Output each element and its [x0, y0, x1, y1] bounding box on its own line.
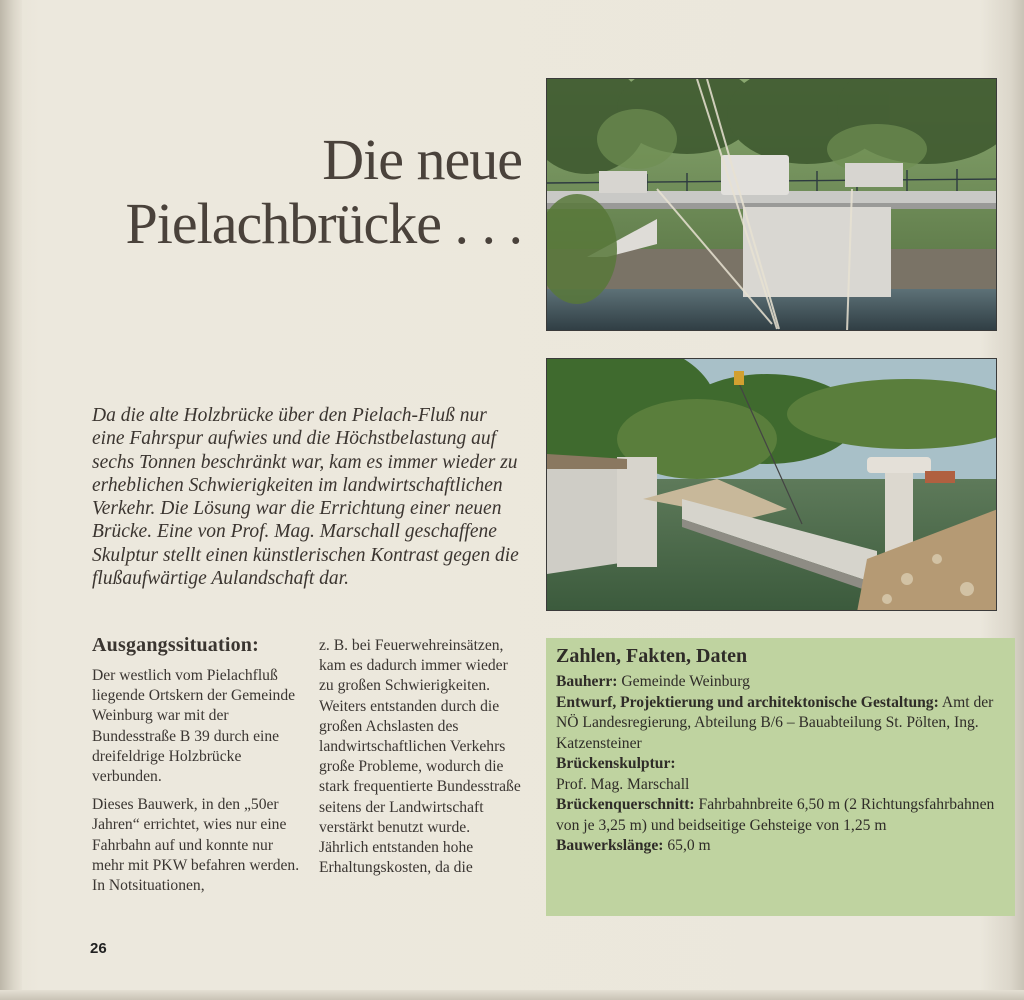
fact-label: Brückenskulptur: — [556, 755, 676, 772]
photo-new-bridge — [546, 78, 997, 331]
body-paragraph: Der westlich vom Pielachfluß liegende Ortskern der Gemeinde Weinburg war mit der Bundesstraße B 39 durch eine dreifeldrige Holzbrücke verbunden. — [92, 667, 296, 786]
bridge-photo-illustration — [547, 79, 997, 331]
title-line-1: Die neue — [322, 127, 522, 192]
fact-laenge — [556, 836, 1005, 857]
facts-box — [546, 638, 1015, 916]
facts-box-title: Zahlen, Fakten, Daten — [556, 645, 748, 667]
body-paragraph: Weiters entstanden durch die großen Achslasten des landwirtschaftlichen Verkehrs große Probleme, wodurch die stark frequentierte Bundesstraße seitens der Landwirtschaft verstärkt benutzt wurde. Jährlich entstanden hohe Erhaltungskosten, da die — [319, 697, 521, 877]
page-bottom-edge — [0, 990, 1024, 1000]
page-number: 26 — [90, 940, 107, 957]
fact-value: Amt der NÖ Landesregierung, Abteilung B/6 – Bauabteilung St. Pölten, Ing. Katzensteiner — [556, 693, 994, 752]
fact-label: Bauwerkslänge: — [556, 837, 664, 854]
fact-label: Brückenquerschnitt: — [556, 796, 695, 813]
fact-bauherr — [556, 672, 1005, 693]
title-line-2: Pielachbrücke . . . — [125, 191, 522, 256]
fact-skulptur — [556, 754, 1005, 795]
fact-label: Entwurf, Projektierung und architektonische Gestaltung: — [556, 693, 939, 711]
construction-photo-illustration — [547, 359, 997, 611]
fact-value: Fahrbahnbreite 6,50 m (2 Richtungsfahrbahnen von je 3,25 m) und beidseitige Gehsteige von 1,25 m — [556, 796, 995, 834]
body-column-2 — [319, 636, 523, 886]
intro-paragraph: Da die alte Holzbrücke über den Pielach-Fluß nur eine Fahrspur aufwies und die Höchstbelastung auf sechs Tonnen beschränkt war, kam es immer wieder zu erheblichen Schwierigkeiten im landwirtschaftlichen Verkehr. Die Lösung war die Errichtung einer neuen Brücke. Eine von Prof. Mag. Marschall geschaffene Skulptur stellt einen künstlerischen Kontrast gegen die flußaufwärtige Aulandschaft dar. — [92, 405, 519, 590]
fact-label: Bauherr: — [556, 673, 618, 690]
body-paragraph: Dieses Bauwerk, in den „50er Jahren“ errichtet, wies nur eine Fahrbahn auf und konnte nur mehr mit PKW befahren werden. In Notsituationen, — [92, 796, 300, 895]
fact-entwurf — [556, 693, 1005, 755]
page-spine — [0, 0, 22, 1000]
fact-value: Gemeinde Weinburg — [621, 673, 750, 690]
photo-bridge-construction — [546, 358, 997, 611]
body-column-1 — [92, 666, 304, 904]
body-paragraph: z. B. bei Feuerwehreinsätzen, kam es dadurch immer wieder zu großen Schwierigkeiten. — [319, 637, 508, 695]
fact-querschnitt — [556, 795, 1005, 836]
fact-value: 65,0 m — [667, 837, 711, 854]
fact-value: Prof. Mag. Marschall — [556, 775, 690, 793]
section-heading: Ausgangssituation: — [92, 634, 259, 656]
article-title — [100, 128, 522, 256]
